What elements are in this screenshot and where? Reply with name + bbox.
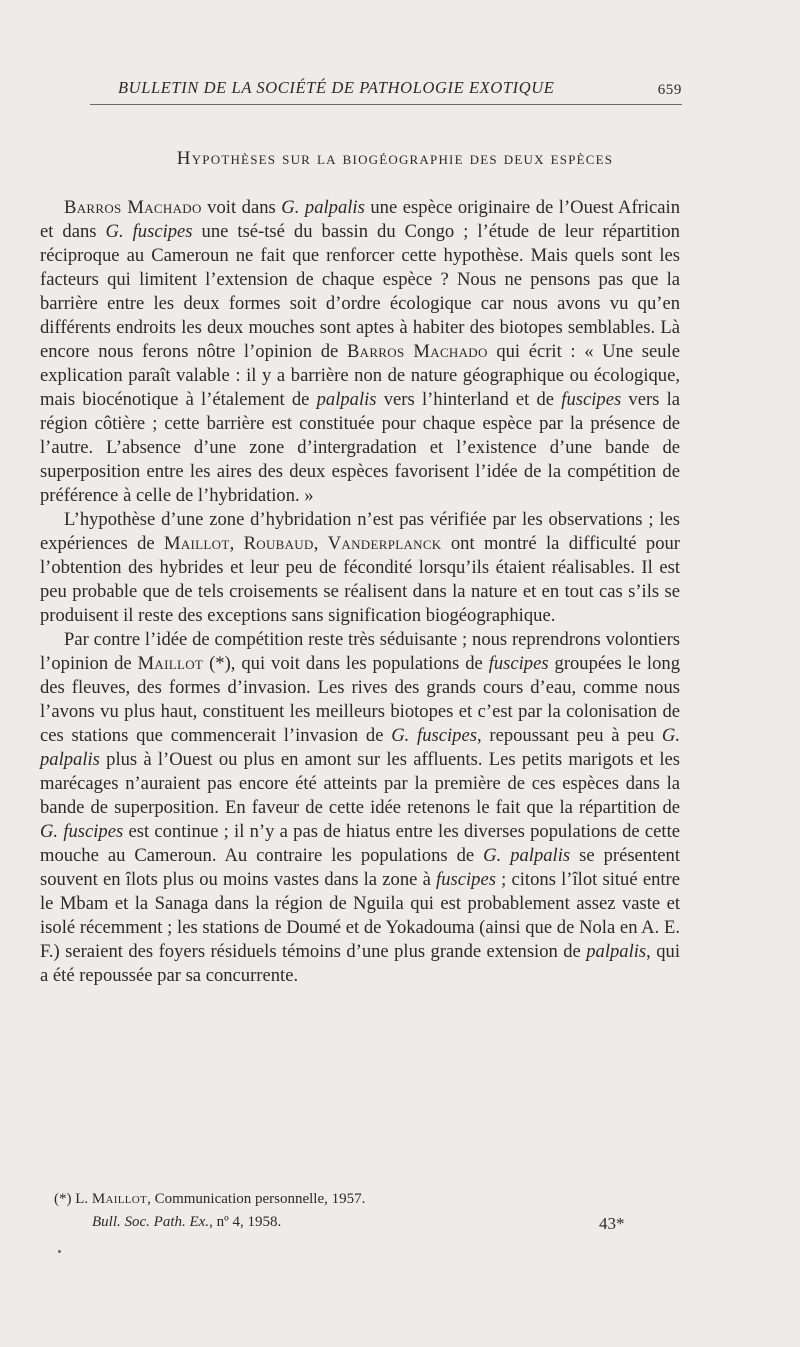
footnote-line-1	[54, 1188, 614, 1211]
italic-text: fuscipes	[436, 869, 496, 890]
text-run: qui écrit : « Une seule explication paraît valable : il y a barrière non de nature géographique ou écologique, mais biocénotique à l’étalement de	[40, 341, 680, 410]
page-number: 659	[657, 82, 682, 98]
journal-title: BULLETIN DE LA SOCIÉTÉ DE PATHOLOGIE EXOTIQUE	[118, 78, 555, 97]
text-run: plus à l’Ouest ou plus en amont sur les affluents. Les petits marigots et les marécages n’auraient pas encore été atteints par la première de ces espèces dans la bande de superposition. En faveur de cette idée retenons le fait que la répartition de	[40, 749, 680, 818]
paragraph	[40, 508, 680, 628]
italic-text: palpalis	[316, 389, 377, 410]
text-run: ,	[229, 533, 244, 554]
text-run: ,	[313, 533, 328, 554]
text-run: groupées le long des fleuves, des formes d’invasion. Les rives des grands cours d’eau, comme nous l’avons vu plus haut, constituent les meilleurs biotopes et c’est par la colonisation de ces stations que commencerait l’invasion de	[40, 653, 680, 746]
author-name: Vanderplanck	[327, 533, 442, 554]
text-run: Par contre l’idée de compétition reste très séduisante ; nous reprendrons volontiers l’opinion de	[40, 629, 680, 674]
italic-text: palpalis	[586, 941, 647, 962]
italic-text: G. fuscipes	[391, 725, 477, 746]
italic-text: G. palpalis	[483, 845, 571, 866]
footnote-text: , Communication personnelle, 1957.	[147, 1191, 366, 1207]
footnote-line-2	[54, 1211, 614, 1234]
text-run: ont montré la difficulté pour l’obtention des hybrides et leur peu de fécondité lorsqu’ils étaient réalisables. Il est peu probable que de tels croisements se réalisent dans la nature et en tout cas s’ils se produisent il reste des exceptions sans signification biogéographique.	[40, 533, 680, 626]
footnote-marker: (*)	[54, 1191, 72, 1207]
paragraph	[40, 196, 680, 508]
speck	[58, 1250, 61, 1253]
italic-text: G. palpalis	[281, 197, 365, 218]
text-run: , repoussant peu à peu	[476, 725, 662, 746]
signature-mark: 43*	[599, 1214, 625, 1233]
section-title: Hypothèses sur la biogéographie des deux espèces	[176, 148, 614, 169]
running-header	[112, 76, 682, 102]
text-run: (*), qui voit dans les populations de	[203, 653, 489, 674]
italic-text: fuscipes	[561, 389, 622, 410]
paragraph	[40, 628, 680, 988]
footnote	[54, 1188, 614, 1234]
header-rule	[90, 104, 682, 105]
italic-text: G. fuscipes	[40, 821, 124, 842]
text-run: est continue ; il n’y a pas de hiatus entre les diverses populations de cette mouche au Cameroun. Au contraire les populations de	[40, 821, 680, 866]
text-run: vers l’hinterland et de	[376, 389, 562, 410]
text-run: se présentent souvent en îlots plus ou moins vastes dans la zone à	[40, 845, 680, 890]
text-run: L’hypothèse d’une zone d’hybridation n’est pas vérifiée par les observations ; les expériences de	[40, 509, 680, 554]
author-name: Barros Machado	[346, 341, 488, 362]
journal-abbreviation: Bull. Soc. Path. Ex.	[92, 1214, 210, 1230]
italic-text: G. fuscipes	[105, 221, 193, 242]
text-run: une tsé-tsé du bassin du Congo ; l’étude de leur répartition réciproque au Cameroun ne fait que renforcer cette hypothèse. Mais quels sont les facteurs qui limitent l’extension de chaque espèce ? Nous ne pensons pas que la barrière entre les deux formes soit d’ordre écologique car nous avons vu qu’en différents endroits les deux mouches sont aptes à habiter des biotopes semblables. Là encore nous ferons nôtre l’opinion de	[40, 221, 680, 362]
issue-reference: , nº 4, 1958.	[209, 1214, 282, 1230]
text-run: , qui a été repoussée par sa concurrente.	[40, 941, 680, 986]
author-name: Maillot	[164, 533, 230, 554]
body-text	[40, 196, 680, 988]
footnote-author: Maillot	[91, 1191, 148, 1207]
footnote-author-initial: L.	[75, 1191, 89, 1207]
text-run: voit dans	[201, 197, 282, 218]
text-run: vers la région côtière ; cette barrière est constituée pour chaque espèce par la présence de l’autre. L’absence d’une zone d’intergradation et l’existence d’une bande de superposition entre les aires des deux espèces favorisent l’idée de la compétition de préférence à celle de l’hybridation. »	[40, 389, 680, 506]
italic-text: G. palpalis	[40, 725, 680, 770]
text-run: ; citons l’îlot situé entre le Mbam et la Sanaga dans la région de Nguila qui est probablement assez vaste et isolé récemment ; les stations de Doumé et de Yokadouma (ainsi que de Nola en A. E. F.) seraient des foyers résiduels témoins d’une plus grande extension de	[40, 869, 680, 962]
author-name: Roubaud	[243, 533, 314, 554]
text-run: une espèce originaire de l’Ouest Africain et dans	[40, 197, 680, 242]
italic-text: fuscipes	[488, 653, 549, 674]
author-name: Barros Machado	[64, 197, 202, 218]
author-name: Maillot	[137, 653, 204, 674]
